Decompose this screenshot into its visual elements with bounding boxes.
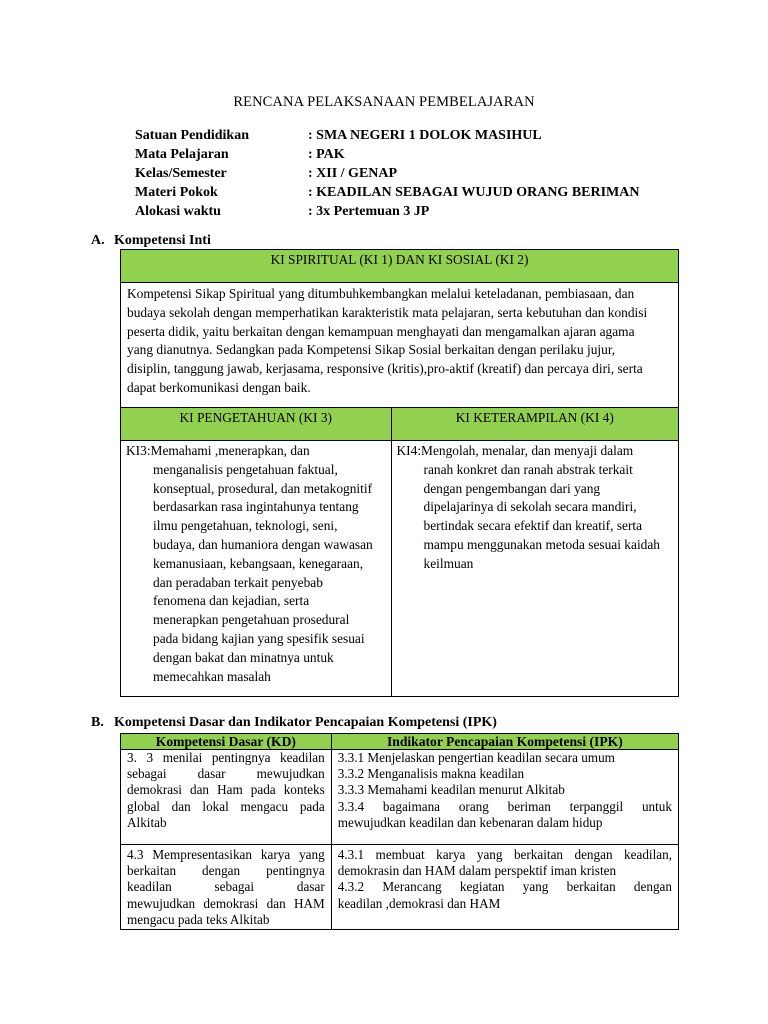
text-line: mampu menggunakan metoda sesuai kaidah: [423, 536, 661, 552]
text-line: budaya sekolah dengan memperhatikan karakteristik mata pelajaran, serta kebutuhan dan kondisi: [127, 304, 648, 320]
meta-label: Mata Pelajaran: [135, 147, 229, 162]
text-line: mewujudkan demokrasi dan HAM: [127, 895, 325, 911]
ipk-column-header: Indikator Pencapaian Kompetensi (IPK): [331, 734, 678, 750]
text-line: budaya, dan humaniora dengan wawasan: [153, 536, 373, 552]
meta-label: Alokasi waktu: [135, 204, 221, 219]
meta-label: Satuan Pendidikan: [135, 128, 249, 143]
meta-value: : 3x Pertemuan 3 JP: [308, 204, 430, 219]
text-line: berkaitan dengan pentingnya: [127, 863, 325, 879]
text-line: dan peradaban terkait penyebab: [153, 574, 323, 590]
ki3-text: [121, 441, 392, 697]
text-line: pada bidang kajian yang spesifik sesuai: [153, 630, 365, 646]
section-a-title: Kompetensi Inti: [114, 233, 211, 248]
section-b-heading: [91, 715, 497, 731]
meta-row: [135, 202, 640, 221]
text-line: keilmuan: [423, 555, 474, 571]
kd-cell: [121, 845, 332, 930]
text-line: dipelajarinya di sekolah secara mandiri,: [423, 499, 637, 515]
meta-row: [135, 126, 640, 145]
ki-pengetahuan-header-text: KI PENGETAHUAN (KI 3): [179, 410, 333, 425]
document-title: RENCANA PELAKSANAAN PEMBELAJARAN: [233, 94, 535, 110]
text-line: ranah konkret dan ranah abstrak terkait: [423, 461, 633, 477]
text-line: mengacu pada teks Alkitab: [127, 911, 270, 927]
kompetensi-dasar-table: [120, 733, 679, 930]
text-line: dengan bakat dan minatnya untuk: [153, 649, 334, 665]
text-line: Kompetensi Sikap Spiritual yang ditumbuhkembangkan melalui keteladanan, pembiasaan, dan: [127, 286, 635, 301]
meta-value: : KEADILAN SEBAGAI WUJUD ORANG BERIMAN: [308, 185, 640, 200]
meta-row: [135, 145, 640, 164]
ki-spiritual-header-text: KI SPIRITUAL (KI 1) DAN KI SOSIAL (KI 2): [270, 252, 529, 267]
text-line: demokrasin dan HAM dalam perspektif iman kristen: [337, 863, 617, 879]
text-line: fenomena dan kejadian, serta: [153, 593, 310, 609]
text-line: 4.3.1 membuat karya yang berkaitan dengan keadilan,: [337, 847, 672, 862]
text-line: 3.3.2 Menganalisis makna keadilan: [337, 766, 525, 782]
text-line: memecahkan masalah: [153, 668, 271, 684]
section-a-letter: A.: [91, 233, 105, 248]
ipk-cell: [331, 845, 678, 930]
ki-keterampilan-header: [391, 408, 679, 441]
section-a-heading: [91, 233, 211, 249]
meta-row: [135, 183, 640, 202]
section-b-title: Kompetensi Dasar dan Indikator Pencapaian Kompetensi (IPK): [114, 715, 497, 730]
ki-keterampilan-header-text: KI KETERAMPILAN (KI 4): [455, 410, 614, 425]
ki-pengetahuan-header: [121, 408, 392, 441]
ki4-indented: [397, 461, 674, 574]
kd-column-header: Kompetensi Dasar (KD): [121, 734, 332, 750]
text-line: keadilan sebagai dasar: [127, 879, 325, 895]
text-line: konseptual, prosedural, dan metakognitif: [153, 480, 373, 496]
text-line: keadilan ,demokrasi dan HAM: [337, 895, 501, 911]
text-line: berdasarkan rasa ingintahunya tentang: [153, 499, 359, 515]
text-line: menganalisis pengetahuan faktual,: [153, 461, 338, 477]
meta-row: [135, 164, 640, 183]
ipk-cell: [331, 750, 678, 845]
text-line: peserta didik, yaitu berkaitan dengan kemampuan menghayati dan mengamalkan ajaran agama: [127, 323, 635, 339]
meta-value: : SMA NEGERI 1 DOLOK MASIHUL: [308, 128, 542, 143]
text-line: global dan lokal mengacu pada: [127, 798, 325, 814]
section-b-letter: B.: [91, 715, 104, 730]
text-line: 3.3.1 Menjelaskan pengertian keadilan secara umum: [337, 750, 615, 765]
meta-label: Kelas/Semester: [135, 166, 227, 181]
meta-label: Materi Pokok: [135, 185, 218, 200]
kd-cell: [121, 750, 332, 845]
text-line: kemanusiaan, kebangsaan, kenegaraan,: [153, 555, 364, 571]
text-line: demokrasi dan Ham pada konteks: [127, 782, 325, 798]
text-line: 3.3.4 bagaimana orang beriman terpanggil untuk: [337, 798, 672, 814]
text-line: sebagai dasar mewujudkan: [127, 766, 325, 782]
text-line: bertindak secara efektif dan kreatif, serta: [423, 518, 643, 534]
ki4-text: [391, 441, 679, 697]
table-row: [121, 845, 679, 930]
text-line: ilmu pengetahuan, teknologi, seni,: [153, 518, 338, 534]
text-line: 4.3 Mempresentasikan karya yang: [127, 847, 325, 862]
text-line: KI4:Mengolah, menalar, dan menyaji dalam: [396, 443, 634, 458]
text-line: 3.3.3 Memahami keadilan menurut Alkitab: [337, 782, 565, 798]
text-line: 4.3.2 Merancang kegiatan yang berkaitan dengan: [337, 879, 672, 895]
table-row: [121, 750, 679, 845]
ki-spiritual-text: [121, 283, 679, 408]
identity-block: [135, 126, 640, 221]
text-line: mewujudkan keadilan dan kebenaran dalam hidup: [337, 814, 603, 830]
meta-value: : XII / GENAP: [308, 166, 398, 181]
kompetensi-inti-table: [120, 249, 679, 697]
text-line: Alkitab: [127, 814, 167, 830]
ki3-indented: [126, 461, 386, 687]
text-line: dengan pengembangan dari yang: [423, 480, 601, 496]
text-line: disiplin, tanggung jawab, kerjasama, responsive (kritis),pro-aktif (kreatif) dan percaya diri, serta: [127, 361, 643, 377]
meta-value: : PAK: [308, 147, 345, 162]
text-line: yang dianutnya. Sedangkan pada Kompetensi Sikap Sosial berkaitan dengan perilaku jujur,: [127, 342, 616, 358]
ki-spiritual-header: [121, 250, 679, 283]
text-line: dapat berkomunikasi dengan baik.: [127, 379, 311, 395]
text-line: KI3:Memahami ,menerapkan, dan: [126, 443, 310, 458]
text-line: 3. 3 menilai pentingnya keadilan: [127, 750, 325, 765]
text-line: menerapkan pengetahuan prosedural: [153, 612, 350, 628]
